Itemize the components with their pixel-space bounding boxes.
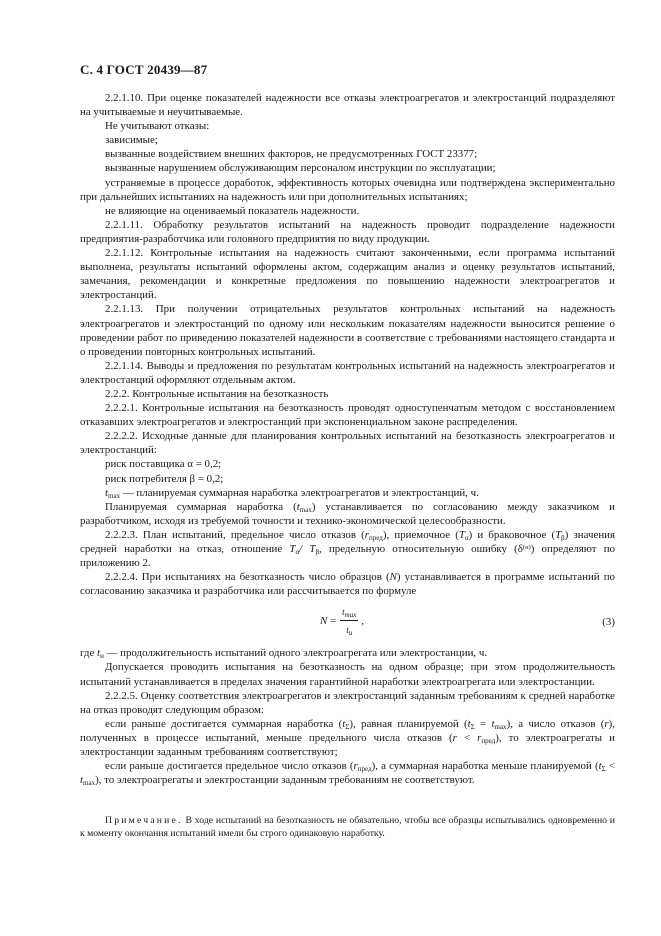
tmax-planning: Планируемая суммарная наработка $(t_{max})$ устанавливается по согласованию между заказчиком и разработчиком, исходя из требуемой точности и технико-экономической целесообразности.: [80, 500, 615, 527]
paragraph-2-2-2-2: 2.2.2.2. Исходные данные для планирования контрольных испытаний на безотказность электроагрегатов и электростанций:: [80, 430, 615, 457]
tmax-definition: $t_{max}$ — планируемая суммарная наработка электроагрегатов и электростанций, ч.: [105, 486, 479, 500]
formula-3: [80, 601, 615, 645]
list-item-no-influence: не влияющие на оцениваемый показатель надежности.: [105, 204, 360, 217]
list-item-refinement: устраняемые в процессе доработок, эффективность которых очевидна или подтверждена экспериментально при дальнейших испытаниях на надежность или при дополнительных испытаниях;: [80, 176, 615, 203]
paragraph-2-2-1-10: 2.2.1.10. При оценке показателей надежности все отказы электроагрегатов и электростанций подразделяют на учитываемые и неучитываемые.: [80, 92, 615, 119]
consumer-risk: риск потребителя β = 0,2;: [105, 472, 224, 485]
formula-number: (3): [602, 616, 615, 629]
paragraph-single-sample: Допускается проводить испытания на безотказность на одном образце; при этом продолжительность испытаний устанавливается в пределах значения гарантийной наработки электроагрегата или электростанции.: [80, 661, 615, 688]
list-item-external: вызванные воздействием внешних факторов, не предусмотренных ГОСТ 23377;: [105, 148, 478, 161]
paragraph-2-2-1-14: 2.2.1.14. Выводы и предложения по результатам контрольных испытаний на надежность электроагрегатов и электростанций оформляют отдельным актом.: [80, 359, 615, 386]
note-label: Примечание.: [105, 815, 183, 826]
formula-explanation: где $t_и$ — продолжительность испытаний одного электроагрегата или электростанции, ч.: [80, 647, 488, 661]
list-item-dependent: зависимые;: [105, 134, 158, 147]
page-header: С. 4 ГОСТ 20439—87: [80, 62, 208, 77]
paragraph-2-2-1-13: 2.2.1.13. При получении отрицательных результатов контрольных испытаний на надежность электроагрегатов и электростанций по одному или нескольким показателям надежности выносится решение о проведении работ по приведению показателей надежности в соответствие с требованиями настоящего стандарта и о проведении повторных контрольных испытаний.: [80, 303, 615, 358]
section-heading-2-2-2: 2.2.2. Контрольные испытания на безотказность: [105, 387, 329, 400]
case-noncompliant: если раньше достигается предельное число отказов $(r_{пред})$, а суммарная наработка меньше планируемой $(t_\Sigma < t_{max})$, то электроагрегаты и электростанции заданным требованиям не соответствуют.: [80, 760, 615, 788]
list-item-personnel: вызванные нарушением обслуживающим персоналом инструкции по эксплуатации;: [105, 162, 496, 175]
paragraph-not-counted: Не учитывают отказы:: [105, 120, 210, 133]
paragraph-2-2-2-1: 2.2.2.1. Контрольные испытания на безотказность проводят одноступенчатым методом с восстановлением отказавших электроагрегатов и электростанций при экспоненциальном законе распределения.: [80, 402, 615, 429]
supplier-risk: риск поставщика α = 0,2;: [105, 458, 222, 471]
paragraph-2-2-2-3: 2.2.2.3. План испытаний, предельное число отказов $(r_{пред})$, приемочное $(T_\alpha)$ и браковочное $(T_\beta)$ значения средней наработки на отказ, отношение $T_\alpha/$ $T_\beta$, предельную относительную ошибку $(\delta^{(н)})$ определяют по приложению 2.: [80, 528, 616, 570]
formula-fraction: $\frac{t_{max}}{t_и}$: [342, 607, 357, 638]
note-text: В ходе испытаний на безотказность не обязательно, чтобы все образцы испытывались одновременно и к моменту окончания испытаний имели бы строго одинаковую наработку.: [80, 815, 615, 839]
paragraph-2-2-1-12: 2.2.1.12. Контрольные испытания на надежность считают законченными, если программа испытаний выполнена, результаты испытаний оформлены актом, содержащим анализ и оценку результатов испытаний, замечания, рекомендации и конкретные предложения по повышению надежности электроагрегатов и электростанций.: [80, 247, 615, 302]
formula-expression: N = $\frac{t_{max}}{t_и}$ ,: [320, 607, 365, 638]
case-compliant: если раньше достигается суммарная наработка $(t_\Sigma)$, равная планируемой $(t_\Sigma = t_{max})$, а число отказов (r), полученных в процессе испытаний, меньше предельного числа отказов $(r < r_{пред})$, то электроагрегаты и электростанции заданным требованиям соответствуют;: [80, 717, 615, 759]
paragraph-2-2-2-4: 2.2.2.4. При испытаниях на безотказность число образцов (N) устанавливается в программе испытаний по согласованию заказчика и разработчика или рассчитывается по формуле: [80, 571, 615, 598]
paragraph-2-2-1-11: 2.2.1.11. Обработку результатов испытаний на надежность проводит подразделение надежности предприятия-разработчика или головного предприятия по виду продукции.: [80, 218, 615, 245]
document-body: [80, 91, 615, 787]
footnote-note: [80, 814, 615, 840]
paragraph-2-2-2-5: 2.2.2.5. Оценку соответствия электроагрегатов и электростанций заданным требованиям к средней наработке на отказ проводят следующим образом:: [80, 689, 615, 716]
